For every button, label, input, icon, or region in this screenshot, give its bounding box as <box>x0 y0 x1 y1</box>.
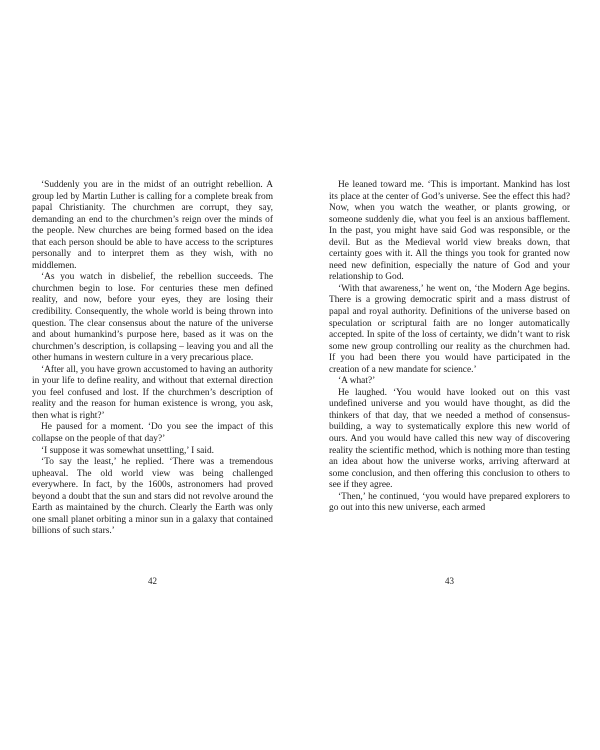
left-paragraph-1: ‘Suddenly you are in the midst of an outright rebellion. A group led by Martin Luther is calling for a complete break from papal Christianity. The churchmen are corrupt, they say, demanding an end to the churchmen’s reign over the minds of the people. New churches are being formed based on the idea that each person should be able to have access to the scriptures personally and to interpret them as they wish, with no middlemen. <box>32 180 273 271</box>
right-paragraph-1: He leaned toward me. ‘This is important. Mankind has lost its place at the center of God’s universe. See the effect this had? Now, when you watch the weather, or plants growing, or someone suddenly die, what you feel is an anxious bafflement. In the past, you might have said God was responsible, or the devil. But as the Medieval world view breaks down, that certainty goes with it. All the things you took for granted now need new definition, especially the nature of God and your relationship to God. <box>329 180 570 283</box>
left-page-number: 42 <box>148 576 157 586</box>
left-paragraph-2: ‘As you watch in disbelief, the rebellion succeeds. The churchmen begin to lose. For centuries these men defined reality, and now, before your eyes, they are losing their credibility. Consequently, the whole world is being thrown into question. The clear consensus about the nature of the universe and about humankind’s purpose here, based as it was on the churchmen’s description, is collapsing – leaving you and all the other humans in western culture in a very precarious place. <box>32 272 273 364</box>
left-paragraph-3: ‘After all, you have grown accustomed to having an authority in your life to define reality, and without that external direction you feel confused and lost. If the churchmen’s description of reality and the reason for human existence is wrong, you ask, then what is right?’ <box>32 364 273 421</box>
left-paragraph-6: ‘To say the least,’ he replied. ‘There was a tremendous upheaval. The old world view was being challenged everywhere. In fact, by the 1600s, astronomers had proved beyond a doubt that the sun and stars did not revolve around the Earth as maintained by the church. Clearly the Earth was only one small planet orbiting a minor sun in a galaxy that contained billions of such stars.’ <box>32 457 273 537</box>
left-paragraph-4: He paused for a moment. ‘Do you see the impact of this collapse on the people of that day?’ <box>32 422 273 445</box>
left-paragraph-5: ‘I suppose it was somewhat unsettling,’ I said. <box>41 445 214 456</box>
right-paragraph-2: ‘With that awareness,’ he went on, ‘the Modern Age begins. There is a growing democratic spirit and a mass distrust of papal and royal authority. Definitions of the universe based on speculation or scriptural faith are no longer automatically accepted. In spite of the loss of certainty, we didn’t want to risk some new group controlling our reality as the churchmen had. If you had been there you would have participated in the creation of a new mandate for science.’ <box>329 283 570 375</box>
right-paragraph-3: ‘A what?’ <box>338 376 376 387</box>
right-paragraph-4: He laughed. ‘You would have looked out on this vast undefined universe and you would have thought, as did the thinkers of that day, that we needed a method of consensus-building, a way to systematically explore this new world of ours. And you would have called this new way of discovering reality the scientific method, which is nothing more than testing an idea about how the universe works, arriving afterward at some conclusion, and then offering this conclusion to others to see if they agree. <box>329 387 570 491</box>
right-page <box>329 180 570 515</box>
left-page <box>32 180 273 538</box>
right-paragraph-5: ‘Then,’ he continued, ‘you would have prepared explorers to go out into this new universe, each armed <box>329 491 570 514</box>
right-page-number: 43 <box>445 576 454 586</box>
